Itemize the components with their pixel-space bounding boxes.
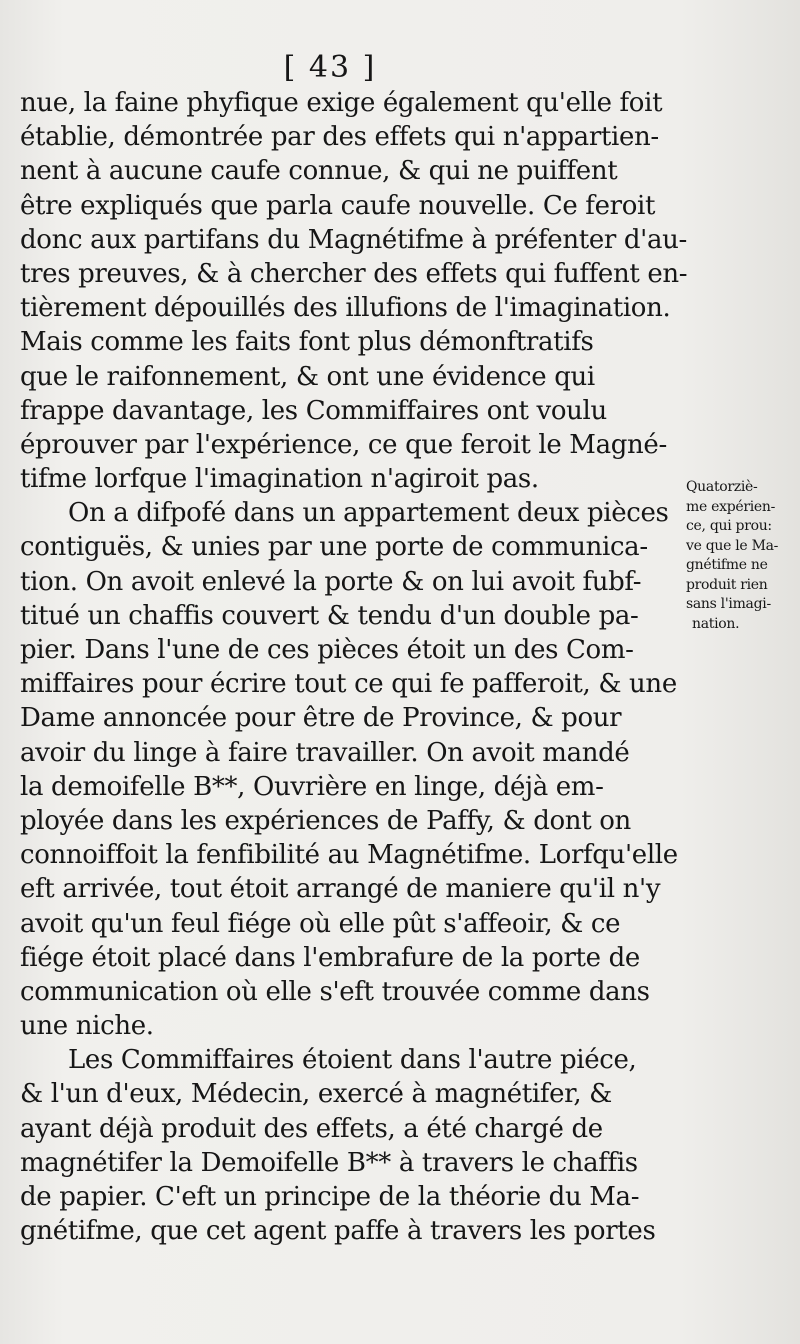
- text-line: que le raifonnement, & ont une évidence qui: [20, 361, 595, 392]
- margin-note-line: sans l'imagi-: [686, 596, 771, 612]
- text-line: la demoifelle B**, Ouvrière en linge, déjà em-: [20, 771, 604, 802]
- text-line: ployée dans les expériences de Paffy, & dont on: [20, 805, 631, 836]
- text-line: tion. On avoit enlevé la porte & on lui avoit fubf-: [20, 566, 642, 597]
- text-line: établie, démontrée par des effets qui n'appartien-: [20, 122, 659, 153]
- text-line: tifme lorfque l'imagination n'agiroit pas.: [20, 464, 539, 495]
- text-line: avoir du linge à faire travailler. On avoit mandé: [20, 737, 630, 768]
- text-line: pier. Dans l'une de ces pièces étoit un des Com-: [20, 635, 634, 665]
- text-line: & l'un d'eux, Médecin, exercé à magnétifer, &: [20, 1079, 612, 1110]
- text-line: tres preuves, & à chercher des effets qui fuffent en-: [20, 258, 688, 289]
- text-line: contiguës, & unies par une porte de communica-: [20, 532, 648, 563]
- text-line: éprouver par l'expérience, ce que feroit le Magné-: [20, 429, 667, 460]
- margin-note: [686, 478, 794, 634]
- margin-note-line: Quatorziè-: [686, 479, 758, 495]
- text-line: de papier. C'eft un principe de la théorie du Ma-: [20, 1182, 640, 1212]
- margin-note-line: me expérien-: [686, 498, 776, 515]
- text-line: magnétifer la Demoifelle B** à travers le chaffis: [20, 1147, 638, 1178]
- text-line: On a difpofé dans un appartement deux pièces: [68, 498, 669, 529]
- text-line: communication où elle s'eft trouvée comme dans: [20, 976, 650, 1007]
- margin-note-line: gnétifme ne: [686, 557, 768, 573]
- text-line: fiége étoit placé dans l'embrafure de la porte de: [20, 942, 640, 973]
- page-number: [ 43 ]: [283, 50, 377, 85]
- margin-note-line: nation.: [692, 615, 740, 632]
- margin-note-line: ce, qui prou:: [686, 518, 772, 534]
- margin-note-line: ve que le Ma-: [686, 537, 779, 554]
- text-line: nue, la faine phyfique exige également qu'elle foit: [20, 88, 663, 118]
- text-line: titué un chaffis couvert & tendu d'un double pa-: [20, 600, 639, 631]
- text-line: eft arrivée, tout étoit arrangé de maniere qu'il n'y: [20, 874, 661, 905]
- text-line: gnétifme, que cet agent paffe à travers les portes: [20, 1216, 656, 1247]
- margin-note-line: produit rien: [686, 576, 768, 593]
- text-line: frappe davantage, les Commiffaires ont voulu: [20, 395, 607, 426]
- text-line: ayant déjà produit des effets, a été chargé de: [20, 1113, 603, 1144]
- text-line: Dame annoncée pour être de Province, & pour: [20, 703, 622, 734]
- text-line: une niche.: [20, 1011, 154, 1042]
- text-line: tièrement dépouillés des illufions de l'imagination.: [20, 293, 671, 324]
- text-line: être expliqués que parla caufe nouvelle. Ce feroit: [20, 190, 656, 221]
- text-line: miffaires pour écrire tout ce qui fe pafferoit, & une: [20, 669, 677, 700]
- text-line: nent à aucune caufe connue, & qui ne puiffent: [20, 156, 618, 187]
- text-line: Les Commiffaires étoient dans l'autre piéce,: [68, 1045, 637, 1076]
- text-line: Mais comme les faits font plus démonftratifs: [20, 327, 594, 358]
- text-line: donc aux partifans du Magnétifme à préfenter d'au-: [20, 224, 687, 255]
- body-text: [20, 86, 688, 1248]
- text-line: connoiffoit la fenfibilité au Magnétifme. Lorfqu'elle: [20, 840, 678, 871]
- text-line: avoit qu'un feul fiége où elle pût s'affeoir, & ce: [20, 908, 621, 939]
